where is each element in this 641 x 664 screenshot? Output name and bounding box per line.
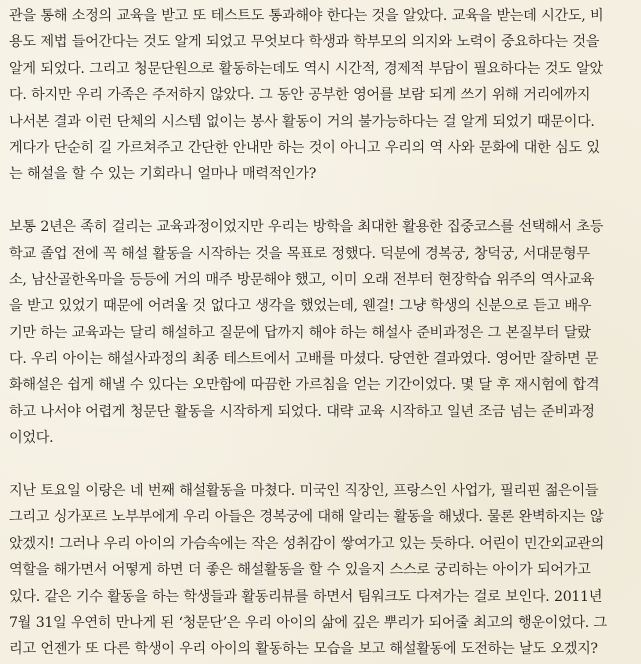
text-line: 알게 되었다. 그리고 청문단원으로 활동하는데도 역시 시간적, 경제적 부담이 필요하다는 것도 알았	[9, 60, 603, 77]
paragraph-1	[9, 3, 634, 188]
text-line: 화해설은 쉽게 해낼 수 있다는 오만함에 따끔한 가르침을 얻는 기간이었다. 몇 달 후 재시험에 합격	[9, 377, 600, 394]
text-line: 보통 2년은 족히 걸리는 교육과정이었지만 우리는 방학을 최대한 활용한 집중코스를 선택해서 초등	[9, 219, 604, 236]
text-line: 학교 졸업 전에 꼭 해설 활동을 시작하는 것을 목표로 정했다. 덕분에 경복궁, 창덕궁, 서대문형무	[9, 245, 590, 262]
paragraph-spacer	[9, 452, 634, 478]
paragraph-spacer	[9, 188, 634, 214]
text-line: 용도 제법 들어간다는 것도 알게 되었고 무엇보다 학생과 학부모의 의지와 노력이 중요하다는 것을	[9, 34, 600, 51]
text-line: 기만 하는 교육과는 달리 해설하고 질문에 답까지 해야 하는 해설사 준비과정은 그 본질부터 달랐	[9, 324, 591, 341]
text-line: 리고 언젠가 또 다른 학생이 우리 아이의 활동하는 모습을 보고 해설활동에 도전하는 날도 오겠지?	[9, 641, 598, 658]
paragraph-2	[9, 214, 634, 452]
text-line: 있다. 같은 기수 활동을 하는 학생들과 활동리뷰를 하면서 팀워크도 다져가는 걸로 보인다. 2011년	[9, 588, 603, 605]
text-line: 다. 하지만 우리 가족은 주저하지 않았다. 그 동안 공부한 영어를 보람 되게 쓰기 위해 거리에까지	[9, 87, 591, 104]
text-line: 나서본 결과 이런 단체의 시스템 없이는 봉사 활동이 거의 불가능하다는 걸 알게 되었기 때문이다.	[9, 113, 595, 130]
text-line: 하고 나서야 어렵게 청문단 활동을 시작하게 되었다. 대략 교육 시작하고 일년 조금 넘는 준비과정	[9, 403, 595, 420]
text-line: 았겠지! 그러나 우리 아이의 가슴속에는 작은 성취감이 쌓여가고 있는 듯하다. 어린이 민간외교관의	[9, 535, 604, 552]
text-line: 게다가 단순히 길 가르쳐주고 간단한 안내만 하는 것이 아니고 우리의 역 사와 문화에 대한 심도 있	[9, 139, 600, 156]
text-line: 는 해설을 할 수 있는 기회라니 얼마나 매력적인가?	[9, 166, 316, 183]
text-line: 역할을 해가면서 어떻게 하면 더 좋은 해설활동을 할 수 있을지 스스로 궁리하는 아이가 되어가고	[9, 562, 591, 579]
text-line: 7월 31일 우연히 만나게 된 ‘청문단’은 우리 아이의 삶에 깊은 뿌리가 되어줄 최고의 행운이었다. 그	[9, 614, 607, 631]
text-line: 지난 토요일 이랑은 네 번째 해설활동을 마쳤다. 미국인 직장인, 프랑스인 사업가, 필리핀 젊은이들	[9, 483, 599, 500]
text-line: 을 받고 있었기 때문에 어려울 것 없다고 생각을 했었는데, 웬걸! 그냥 학생의 신분으로 듣고 배우	[9, 298, 592, 315]
article-body	[9, 3, 634, 663]
text-line: 다. 우리 아이는 해설사과정의 최종 테스트에서 고배를 마셨다. 당연한 결과였다. 영어만 잘하면 문	[9, 351, 599, 368]
text-line: 그리고 싱가포르 노부부에게 우리 아들은 경복궁에 대해 알리는 활동을 해냈다. 물론 완벽하지는 않	[9, 509, 604, 526]
text-line: 이었다.	[9, 430, 54, 447]
text-line: 관을 통해 소정의 교육을 받고 또 테스트도 통과해야 한다는 것을 알았다. 교육을 받는데 시간도, 비	[9, 8, 604, 24]
paragraph-3	[9, 478, 634, 663]
text-line: 소, 남산골한옥마을 등등에 거의 매주 방문해야 했고, 이미 오래 전부터 현장학습 위주의 역사교육	[9, 271, 595, 288]
